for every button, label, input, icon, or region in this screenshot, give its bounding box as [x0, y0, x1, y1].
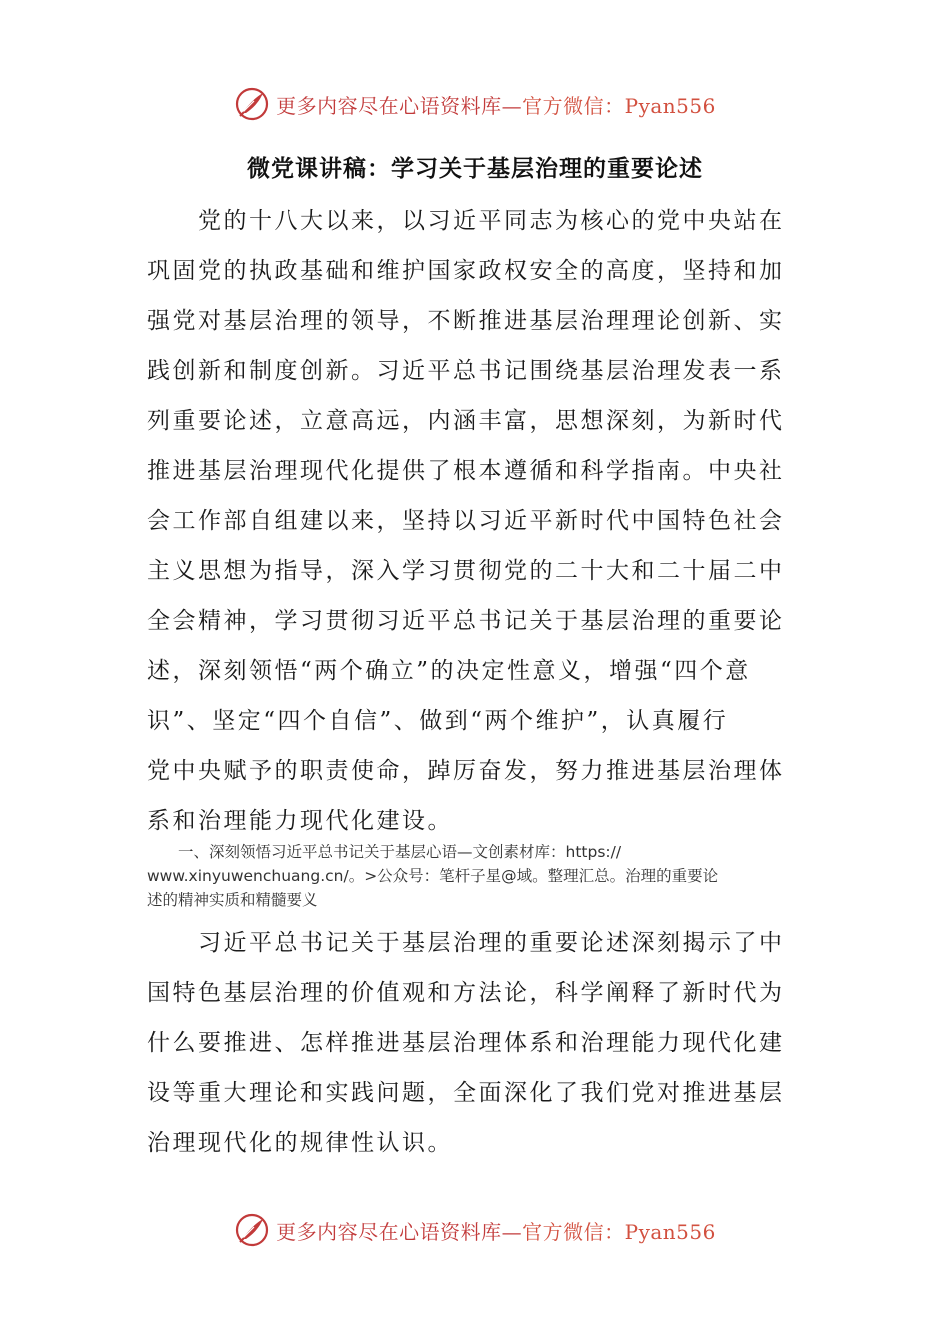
- text-line: 会工作部自组建以来，坚持以习近平新时代中国特色社会: [147, 508, 785, 534]
- banner-content: [234, 1212, 716, 1248]
- header-watermark-banner: [0, 82, 950, 126]
- banner-dash: —: [501, 93, 523, 118]
- banner-content: [234, 86, 716, 122]
- quill-pen-logo-icon: [234, 86, 270, 122]
- text-line: 系和治理能力现代化建设。: [147, 808, 453, 834]
- banner-main-text: 更多内容尽在心语资料库: [276, 93, 502, 118]
- text-line: 识”、坚定“四个自信”、做到“两个维护”，认真履行: [147, 708, 729, 734]
- subheading-line: 一、深刻领悟习近平总书记关于基层心语—文创素材库：https://: [147, 843, 622, 861]
- text-line: 党中央赋予的职责使命，踔厉奋发，努力推进基层治理体: [147, 758, 785, 784]
- text-line: 设等重大理论和实践问题，全面深化了我们党对推进基层: [147, 1080, 785, 1106]
- text-line: 推进基层治理现代化提供了根本遵循和科学指南。中央社: [147, 458, 785, 484]
- banner-official-label: 官方微信：: [522, 1219, 625, 1244]
- banner-dash: —: [501, 1219, 523, 1244]
- banner-wechat-id: Pyan556: [624, 93, 716, 118]
- text-line: 全会精神，学习贯彻习近平总书记关于基层治理的重要论: [147, 608, 785, 634]
- text-line: 巩固党的执政基础和维护国家政权安全的高度，坚持和加: [147, 258, 785, 284]
- text-line: 国特色基层治理的价值观和方法论，科学阐释了新时代为: [147, 980, 785, 1006]
- text-line: 践创新和制度创新。习近平总书记围绕基层治理发表一系: [147, 358, 785, 384]
- banner-text: [276, 90, 716, 119]
- text-line: 什么要推进、怎样推进基层治理体系和治理能力现代化建: [147, 1030, 785, 1056]
- text-line: 强党对基层治理的领导，不断推进基层治理理论创新、实: [147, 308, 785, 334]
- banner-wechat-id: Pyan556: [624, 1219, 716, 1244]
- document-title: 微党课讲稿：学习关于基层治理的重要论述: [247, 155, 703, 182]
- banner-main-text: 更多内容尽在心语资料库: [276, 1219, 502, 1244]
- paragraph-intro: [147, 196, 792, 846]
- quill-pen-logo-icon: [234, 1212, 270, 1248]
- text-line: 党的十八大以来，以习近平同志为核心的党中央站在: [147, 208, 785, 234]
- section-subheading: [147, 840, 807, 912]
- banner-text: [276, 1216, 716, 1245]
- paragraph-section-one: [147, 918, 792, 1168]
- subheading-line: 述的精神实质和精髓要义: [147, 891, 318, 909]
- text-line: 习近平总书记关于基层治理的重要论述深刻揭示了中: [147, 930, 785, 956]
- text-line: 列重要论述，立意高远，内涵丰富，思想深刻，为新时代: [147, 408, 785, 434]
- text-line: 主义思想为指导，深入学习贯彻党的二十大和二十届二中: [147, 558, 785, 584]
- banner-official-label: 官方微信：: [522, 93, 625, 118]
- text-line: 治理现代化的规律性认识。: [147, 1130, 453, 1156]
- subheading-line: www.xinyuwenchuang.cn/。>公众号：笔杆子星@域。整理汇总。治理的重要论: [147, 867, 719, 885]
- footer-watermark-banner: [0, 1208, 950, 1252]
- text-line: 述，深刻领悟“两个确立”的决定性意义，增强“四个意: [147, 658, 751, 684]
